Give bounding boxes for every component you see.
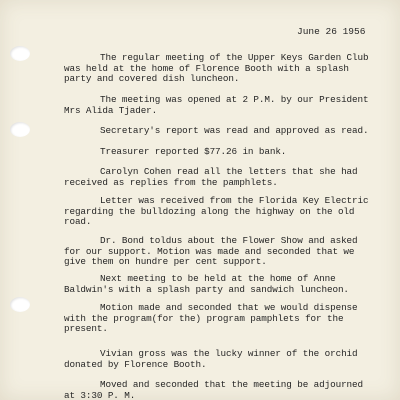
text-line: Treasurer reported $77.26 in bank. — [100, 146, 287, 157]
text-line: The meeting was opened at 2 P.M. by our President — [100, 94, 369, 105]
text-line: Moved and seconded that the meeting be adjourned — [100, 379, 363, 390]
paragraph-electric-letter — [64, 196, 394, 228]
paragraph-orchid-winner — [64, 349, 394, 370]
paragraph-opening — [64, 95, 394, 116]
text-line: with the program(for the) program pamphlets for the — [64, 312, 344, 324]
paragraph-program-motion — [64, 303, 394, 335]
paragraph-next-meeting — [64, 274, 394, 295]
document-date: June 26 1956 — [297, 26, 366, 37]
punch-hole — [10, 297, 30, 312]
text-line: Secretary's report was read and approved as read. — [100, 125, 369, 136]
text-line: Next meeting to be held at the home of Anne — [100, 273, 336, 284]
paragraph-meeting-location — [64, 53, 394, 85]
text-line: present. — [64, 323, 108, 335]
text-line: road. — [64, 216, 92, 228]
text-line: party and covered dish luncheon. — [64, 73, 240, 85]
text-line: at 3:30 P. M. — [64, 389, 136, 400]
paragraph-flower-show — [64, 236, 394, 268]
paragraph-treasurer-report — [64, 147, 394, 158]
text-line: Dr. Bond toldus about the Flower Show and asked — [100, 235, 358, 246]
text-line: The regular meeting of the Upper Keys Garden Club — [100, 52, 369, 63]
punch-hole — [10, 46, 30, 61]
text-line: Letter was received from the Florida Key Electric — [100, 195, 369, 206]
text-line: regarding the bulldozing along the highway on the old — [64, 205, 355, 217]
text-line: Mrs Alida Tjader. — [64, 104, 158, 116]
text-line: give them on hundre per cent support. — [64, 256, 267, 268]
punch-hole — [10, 122, 30, 137]
text-line: for our support. Motion was made and seconded that we — [64, 245, 355, 257]
text-line: was held at the home of Florence Booth with a splash — [64, 62, 349, 74]
paragraph-adjournment — [64, 380, 394, 400]
text-line: Motion made and seconded that we would dispense — [100, 302, 358, 313]
text-line: Vivian gross was the lucky winner of the orchid — [100, 348, 358, 359]
text-line: received as replies from the pamphlets. — [64, 176, 278, 188]
paragraph-secretary-report — [64, 126, 394, 137]
paragraph-letters — [64, 167, 394, 188]
text-line: Baldwin's with a splash party and sandwich luncheon. — [64, 283, 349, 295]
text-line: Carolyn Cohen read all the letters that she had — [100, 166, 358, 177]
text-line: donated by Florence Booth. — [64, 358, 207, 370]
